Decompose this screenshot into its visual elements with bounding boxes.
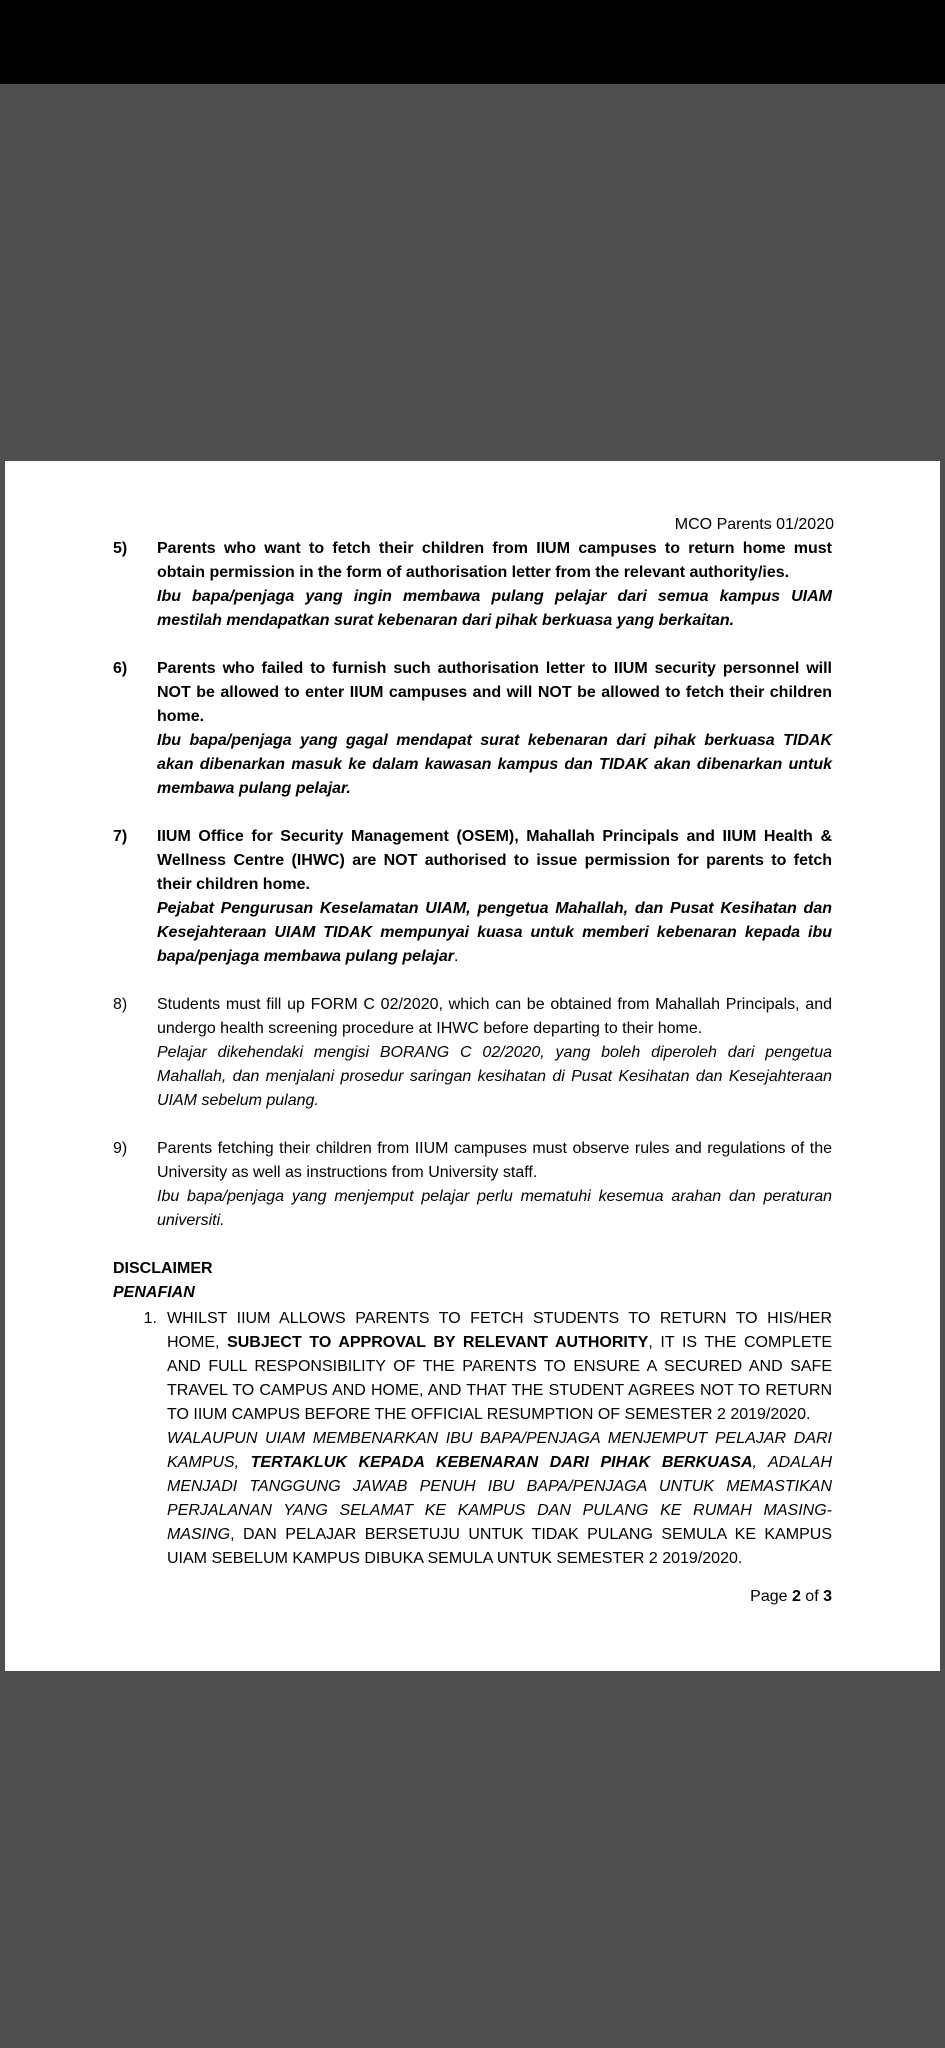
item-text-english: Parents fetching their children from IIUM campuses must observe rules and regulations of the University as well as instructions from University staff. xyxy=(157,1140,832,1181)
item-number: 5) xyxy=(113,540,128,557)
disclaimer-ms-part-c: , ADALAH MENJADI TANGGUNG JAWAB PENUH IBU BAPA/PENJAGA UNTUK MEMASTIKAN PERJALANAN YANG SELAMAT KE KAMPUS DAN PULANG KE RUMAH MASING-MASING xyxy=(167,1454,832,1543)
list-item-8 xyxy=(113,993,832,1113)
item-text-english: IIUM Office for Security Management (OSEM), Mahallah Principals and IIUM Health & Wellness Centre (IHWC) are NOT authorised to issue permission for parents to fetch their children home. xyxy=(157,828,832,893)
item-text-malay-end: . xyxy=(453,948,459,965)
disclaimer-item-number: 1. xyxy=(143,1310,157,1327)
list-item-9 xyxy=(113,1137,832,1233)
document-reference: MCO Parents 01/2020 xyxy=(674,516,834,533)
list-item-7 xyxy=(113,825,832,969)
disclaimer-ms-part-d: , DAN PELAJAR BERSETUJU UNTUK TIDAK PULANG SEMULA KE KAMPUS UIAM SEBELUM KAMPUS DIBUKA SEMULA UNTUK SEMESTER 2 2019/2020. xyxy=(167,1526,832,1567)
item-text-malay: Pelajar dikehendaki mengisi BORANG C 02/2020, yang boleh diperoleh dari pengetua Mahallah, dan menjalani prosedur saringan kesihatan di Pusat Kesihatan dan Kesejahteraan UIAM sebelum pulang. xyxy=(157,1044,832,1109)
item-text-malay: Pejabat Pengurusan Keselamatan UIAM, pengetua Mahallah, dan Pusat Kesihatan dan Kesejahteraan UIAM TIDAK mempunyai kuasa untuk memberi kebenaran kepada ibu bapa/penjaga membawa pulang pelajar xyxy=(157,900,832,965)
disclaimer-text-english xyxy=(167,1307,832,1427)
item-number: 6) xyxy=(113,660,128,677)
disclaimer-text-malay xyxy=(167,1427,832,1571)
item-number: 9) xyxy=(113,1140,128,1157)
item-text-english: Parents who failed to furnish such authorisation letter to IIUM security personnel will NOT be allowed to enter IIUM campuses and will NOT be allowed to fetch their children home. xyxy=(157,660,832,725)
disclaimer-heading-malay: PENAFIAN xyxy=(113,1284,195,1301)
list-item-5 xyxy=(113,537,832,633)
disclaimer-ms-part-a: WALAUPUN UIAM MEMBENARKAN IBU BAPA/PENJAGA MENJEMPUT PELAJAR DARI KAMPUS, xyxy=(167,1430,832,1471)
disclaimer-heading: DISCLAIMER xyxy=(113,1260,213,1277)
disclaimer-en-emphasis: SUBJECT TO APPROVAL BY RELEVANT AUTHORITY xyxy=(227,1334,649,1351)
item-number: 8) xyxy=(113,996,128,1013)
list-item-6 xyxy=(113,657,832,801)
current-page: 2 xyxy=(791,1588,801,1605)
disclaimer-item xyxy=(113,1307,832,1571)
item-text-malay: Ibu bapa/penjaga yang ingin membawa pulang pelajar dari semua kampus UIAM mestilah mendapatkan surat kebenaran dari pihak berkuasa yang berkaitan. xyxy=(157,588,832,629)
disclaimer-en-part-a: WHILST IIUM ALLOWS PARENTS TO FETCH STUDENTS TO RETURN TO HIS/HER HOME, xyxy=(167,1310,832,1351)
disclaimer-en-part-c: , IT IS THE COMPLETE AND FULL RESPONSIBILITY OF THE PARENTS TO ENSURE A SECURED AND SAFE TRAVEL TO CAMPUS AND HOME, AND THAT THE STUDENT AGREES NOT TO RETURN TO IIUM CAMPUS BEFORE THE OFFICIAL RESUMPTION OF SEMESTER 2 2019/2020. xyxy=(167,1334,833,1423)
item-text-english: Parents who want to fetch their children from IIUM campuses to return home must obtain permission in the form of authorisation letter from the relevant authority/ies. xyxy=(157,540,832,581)
top-status-bar xyxy=(0,0,945,84)
item-text-malay: Ibu bapa/penjaga yang menjemput pelajar perlu mematuhi kesemua arahan dan peraturan universiti. xyxy=(157,1188,832,1229)
item-number: 7) xyxy=(113,828,128,845)
item-text-english: Students must fill up FORM C 02/2020, which can be obtained from Mahallah Principals, and undergo health screening procedure at IHWC before departing to their home. xyxy=(157,996,832,1037)
disclaimer-ms-emphasis: TERTAKLUK KEPADA KEBENARAN DARI PIHAK BERKUASA xyxy=(250,1454,753,1471)
total-pages: 3 xyxy=(823,1588,832,1605)
of-label: of xyxy=(800,1588,824,1605)
page-number xyxy=(113,1585,832,1609)
item-text-malay: Ibu bapa/penjaga yang gagal mendapat surat kebenaran dari pihak berkuasa TIDAK akan dibenarkan masuk ke dalam kawasan kampus dan TIDAK akan dibenarkan untuk membawa pulang pelajar. xyxy=(157,732,832,797)
page-label: Page xyxy=(750,1588,792,1605)
document-page xyxy=(5,461,940,1671)
